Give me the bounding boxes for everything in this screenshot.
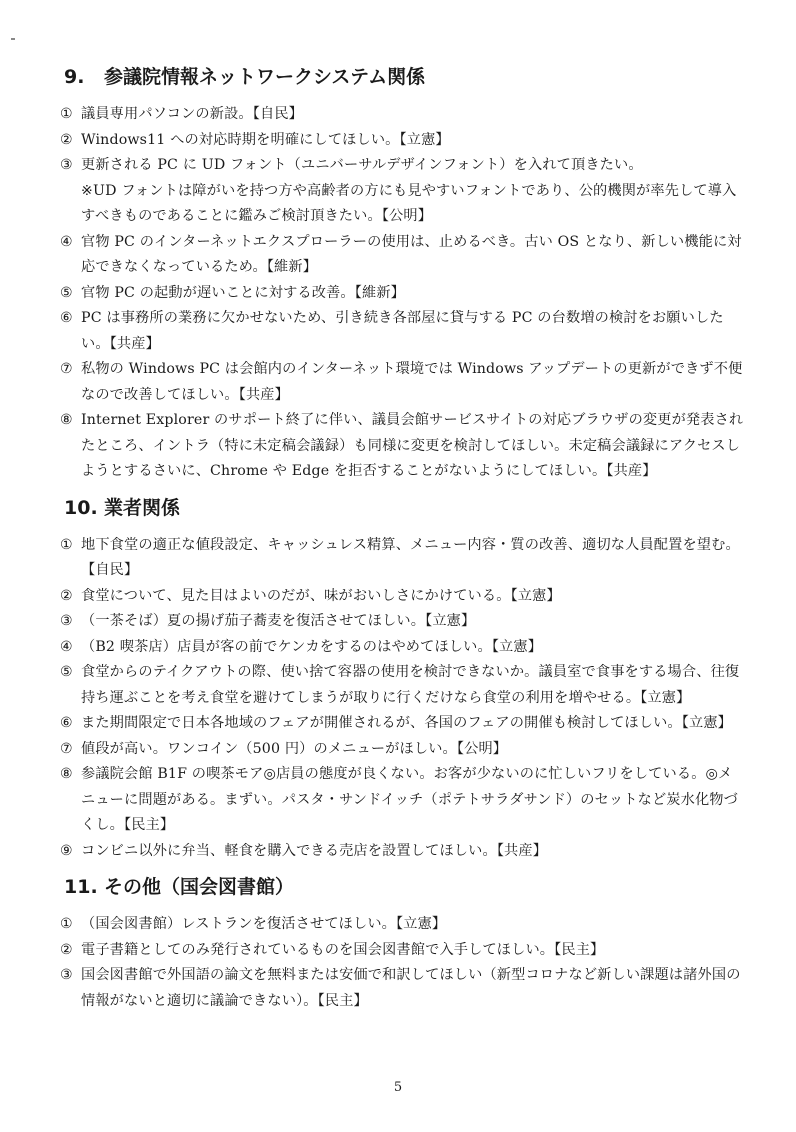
- item-text: 参議院会館 B1F の喫茶モア◎店員の態度が良くない。お客が少ないのに忙しいフリをしている。◎メニューに問題がある。まずい。パスタ・サンドイッチ（ポテトサラダサンド）のセットなど炭水化物づくし。【民主】: [81, 766, 738, 833]
- item-text: 食堂について、見た目はよいのだが、味がおいしさにかけている。【立憲】: [81, 587, 561, 604]
- list-item: [60, 306, 744, 357]
- list-item: [60, 357, 744, 408]
- item-text: Windows11 への対応時期を明確にしてほしい。【立憲】: [81, 131, 450, 148]
- item-marker: ②: [60, 131, 73, 148]
- list-item: [60, 963, 744, 1014]
- item-text: （国会図書館）レストランを復活させてほしい。【立憲】: [81, 916, 447, 932]
- list-item: [60, 128, 744, 154]
- item-marker: ①: [60, 536, 73, 553]
- section-number: 10.: [64, 496, 98, 519]
- item-marker: ⑨: [60, 842, 73, 859]
- list-item: [60, 230, 744, 281]
- list-item: [60, 533, 744, 584]
- item-marker: ⑧: [60, 766, 73, 782]
- section-heading-10: [64, 495, 744, 521]
- item-marker: ④: [60, 638, 73, 655]
- item-text: 議員専用パソコンの新設。【自民】: [81, 106, 304, 122]
- item-text: Internet Explorer のサポート終了に伴い、議員会館サービスサイトの対応ブラウザの変更が発表されたところ、イントラ（特に未定稿会議録）も同様に変更を検討してほしい。未定稿会議録にアクセスしようとするさいに、Chrome や Edge を拒否することがないようにしてほしい。【共産】: [81, 412, 744, 479]
- item-text: 官物 PC の起動が遅いことに対する改善。【維新】: [81, 284, 406, 301]
- scan-speck: [11, 38, 15, 40]
- list-item: [60, 102, 744, 128]
- item-marker: ③: [60, 157, 73, 173]
- item-marker: ⑥: [60, 310, 73, 326]
- item-marker: ②: [60, 941, 73, 958]
- item-marker: ①: [60, 916, 73, 932]
- item-marker: ⑤: [60, 284, 73, 301]
- item-marker: ⑧: [60, 412, 73, 428]
- item-text: 地下食堂の適正な値段設定、キャッシュレス精算、メニュー内容・質の改善、適切な人員配置を望む。【自民】: [81, 536, 740, 578]
- section-title: その他（国会図書館）: [104, 876, 295, 898]
- item-text: また期間限定で日本各地域のフェアが開催されるが、各国のフェアの開催も検討してほしい。【立憲】: [81, 715, 733, 731]
- item-text: 国会図書館で外国語の論文を無料または安価で和訳してほしい（新型コロナなど新しい課題は諸外国の情報がないと適切に議論できない）。【民主】: [81, 967, 741, 1009]
- item-text: 官物 PC のインターネットエクスプローラーの使用は、止めるべき。古い OS となり、新しい機能に対応できなくなっているため。【維新】: [81, 233, 742, 275]
- section-number: 11.: [64, 876, 98, 898]
- item-marker: ③: [60, 967, 73, 983]
- list-item-note: ※UD フォントは障がいを持つ方や高齢者の方にも見やすいフォントであり、公的機関が率先して導入すべきものであることに鑑みご検討頂きたい。【公明】: [81, 182, 737, 224]
- item-marker: ⑦: [60, 361, 73, 377]
- section-title: 業者関係: [104, 496, 181, 519]
- item-text: コンビニ以外に弁当、軽食を購入できる売店を設置してほしい。【共産】: [81, 842, 548, 859]
- item-text: PC は事務所の業務に欠かせないため、引き続き各部屋に貸与する PC の台数増の検討をお願いしたい。【共産】: [81, 310, 724, 352]
- item-text: 電子書籍としてのみ発行されているものを国会図書館で入手してほしい。【民主】: [81, 941, 605, 958]
- document-page: [60, 64, 744, 1024]
- item-marker: ⑤: [60, 664, 73, 680]
- section-10-items: [60, 533, 744, 865]
- item-text: 更新される PC に UD フォント（ユニバーサルデザインフォント）を入れて頂きたい。: [81, 157, 643, 173]
- list-item: [60, 408, 744, 485]
- item-text: （一茶そば）夏の揚げ茄子蕎麦を復活させてほしい。【立憲】: [81, 613, 476, 629]
- item-text: 私物の Windows PC は会館内のインターネット環境では Windows アップデートの更新ができず不便なので改善してほしい。【共産】: [81, 361, 743, 403]
- list-item: [60, 839, 744, 865]
- list-item: [60, 609, 744, 635]
- section-heading-11: [64, 874, 744, 900]
- section-title: 参議院情報ネットワークシステム関係: [104, 66, 426, 88]
- list-item: [60, 912, 744, 938]
- item-marker: ②: [60, 587, 73, 604]
- item-marker: ④: [60, 233, 73, 250]
- item-marker: ⑥: [60, 715, 73, 731]
- list-item: [60, 711, 744, 737]
- list-item: [60, 281, 744, 307]
- list-item: [60, 635, 744, 661]
- list-item: [60, 938, 744, 964]
- list-item: [60, 660, 744, 711]
- item-text: （B2 喫茶店）店員が客の前でケンカをするのはやめてほしい。【立憲】: [81, 638, 543, 655]
- item-text: 値段が高い。ワンコイン（500 円）のメニューがほしい。【公明】: [81, 740, 508, 757]
- section-9-items: [60, 102, 744, 485]
- list-item: [60, 153, 744, 179]
- item-marker: ③: [60, 613, 73, 629]
- item-marker: ①: [60, 106, 73, 122]
- item-text: 食堂からのテイクアウトの際、使い捨て容器の使用を検討できないか。議員室で食事をする場合、往復持ち運ぶことを考え食堂を避けてしまうが取りに行くだけなら食堂の利用を増やせる。【立憲】: [81, 664, 740, 706]
- item-marker: ⑦: [60, 740, 73, 757]
- section-heading-9: [64, 64, 744, 90]
- section-number: 9.: [64, 66, 85, 88]
- list-item: [60, 584, 744, 610]
- page-number: 5: [393, 1080, 403, 1095]
- list-item: [60, 737, 744, 763]
- section-11-items: [60, 912, 744, 1014]
- list-item: [60, 762, 744, 839]
